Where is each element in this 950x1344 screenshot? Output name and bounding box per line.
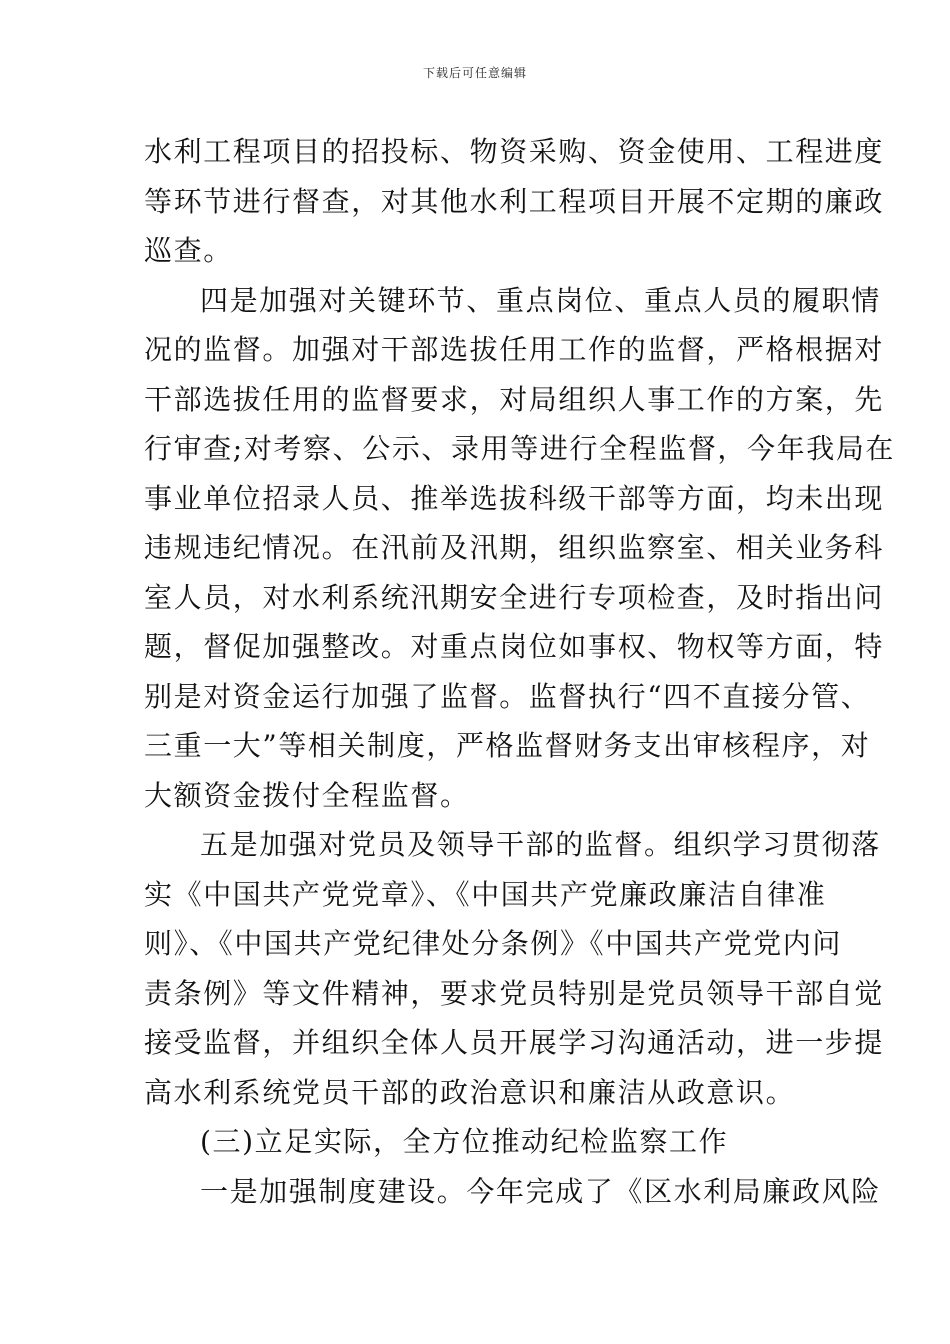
body-line-8: 事业单位招录人员、推举选拔科级干部等方面，均未出现 [144, 482, 885, 515]
body-line-6: 干部选拔任用的监督要求，对局组织人事工作的方案，先 [144, 383, 885, 416]
body-line-1: 水利工程项目的招投标、物资采购、资金使用、工程进度 [144, 135, 885, 168]
body-line-3: 巡查。 [144, 234, 233, 267]
body-line-19: 接受监督，并组织全体人员开展学习沟通活动，进一步提 [144, 1026, 885, 1059]
body-line-18: 责条例》等文件精神，要求党员特别是党员领导干部自觉 [144, 977, 885, 1010]
body-line-9: 违规违纪情况。在汛前及汛期，组织监察室、相关业务科 [144, 531, 885, 564]
body-line-17: 则》、《中国共产党纪律处分条例》《中国共产党党内问 [144, 927, 843, 960]
body-line-2: 等环节进行督查，对其他水利工程项目开展不定期的廉政 [144, 185, 885, 218]
page-header: 下载后可任意编辑 [422, 66, 527, 80]
body-line-11: 题，督促加强整改。对重点岗位如事权、物权等方面，特 [144, 630, 885, 663]
body-line-10: 室人员，对水利系统汛期安全进行专项检查，及时指出问 [144, 581, 885, 614]
body-line-13: 三重一大”等相关制度，严格监督财务支出审核程序，对 [144, 729, 871, 762]
paragraph-5-first-line: 五是加强对党员及领导干部的监督。组织学习贯彻落 [200, 828, 881, 861]
body-line-16: 实《中国共产党党章》、《中国共产党廉政廉洁自律准 [144, 878, 827, 911]
section-heading: (三)立足实际，全方位推动纪检监察工作 [200, 1125, 729, 1158]
body-line-12: 别是对资金运行加强了监督。监督执行“四不直接分管、 [144, 680, 871, 713]
body-line-5: 况的监督。加强对干部选拔任用工作的监督，严格根据对 [144, 333, 885, 366]
body-line-7: 行审查;对考察、公示、录用等进行全程监督，今年我局在 [144, 432, 896, 465]
body-line-20: 高水利系统党员干部的政治意识和廉洁从政意识。 [144, 1076, 796, 1109]
body-line-14: 大额资金拨付全程监督。 [144, 779, 470, 812]
paragraph-4-first-line: 四是加强对关键环节、重点岗位、重点人员的履职情 [200, 284, 881, 317]
paragraph-6-first-line: 一是加强制度建设。今年完成了《区水利局廉政风险 [200, 1175, 881, 1208]
